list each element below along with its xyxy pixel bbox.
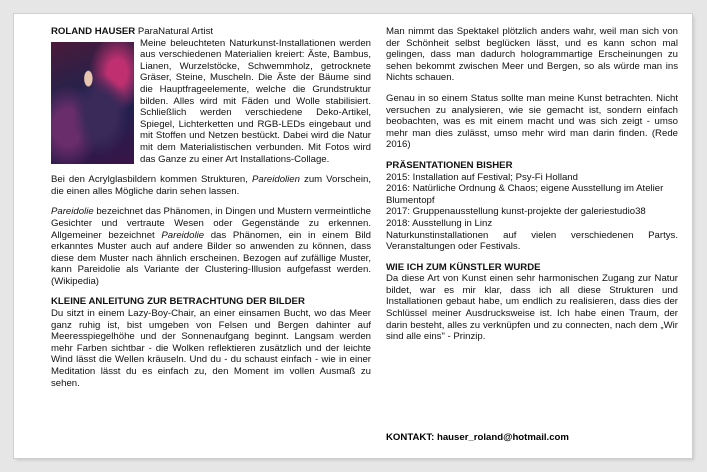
pareidolie-text-1: bezeichnet das Phänomen, in Dingen und Mustern vermeintliche Gesichter und vertraute Wesen oder Gegenstände zu erkennen. Allgemeiner bezeichnet xyxy=(51,206,371,241)
presentation-item: 2016: Natürliche Ordnung & Chaos; eigene Ausstellung im Atelier Blumentopf xyxy=(386,183,664,206)
right-paragraph-1: Man nimmt das Spektakel plötzlich anders wahr, weil man sich von der Schönheit selbst beglücken lässt, und es kann schon mal gelingen, dass man dadurch hologrammartige Erscheinungen zu sehen bekommt zwischen Meer und Bergen, so als würde man ins Nichts schauen. xyxy=(386,26,678,84)
presentation-item: 2018: Ausstellung in Linz xyxy=(386,217,493,229)
right-paragraph-2: Genau in so einem Status sollte man meine Kunst betrachten. Nicht versuchen zu analysieren, wie sie gemacht ist, sondern einfach beobachten, was es mit einem macht und was sich zeigt - umso mehr man dies zulässt, umso mehr wird man darin finden. (Rede 2016) xyxy=(386,92,678,151)
document-page xyxy=(14,14,692,458)
contact-line: KONTAKT: hauser_roland@hotmail.com xyxy=(386,432,569,443)
presentation-item: 2015: Installation auf Festival; Psy-Fi Holland xyxy=(386,171,578,183)
right-column xyxy=(386,26,678,352)
presentations-heading: PRÄSENTATIONEN BISHER xyxy=(386,159,513,171)
pareidolie-term-1: Pareidolie xyxy=(51,206,94,218)
pareidolie-term-2: Pareidolie xyxy=(161,229,205,241)
acryl-text-before: Bei den Acrylglasbildern kommen Strukturen, xyxy=(51,174,252,186)
artist-story-heading: WIE ICH ZUM KÜNSTLER WURDE xyxy=(386,261,541,273)
intro-paragraph: Meine beleuchteten Naturkunst-Installationen werden aus verschiedenen Materialien kreiert: Äste, Bambus, Lianen, Wurzelstöcke, Schwemmholz, getrocknete Gräser, Steine, Muscheln. Die Äste der Bäume sind die Hauptfrageelemente, welche die Grundstruktur bilden. Alles wird mit Fäden und Wolle stabilisiert. Schließlich werden verschiedene Deko-Artikel, Spiegel, Lichterketten und RGB-LEDs eingebaut und mit Stoffen und Netzen bestückt. Dabei wird die Natur mit dem Materialistischen verbunden. Mit Fotos wird das Ganze zu einer Art Installations-Collage. xyxy=(140,37,371,165)
artist-header xyxy=(51,26,371,38)
acryl-term: Pareidolien xyxy=(251,174,300,186)
presentation-item: Naturkunstinstallationen auf vielen verschiedenen Partys. Veranstaltungen oder Festivals. xyxy=(386,229,678,253)
artist-photo xyxy=(51,42,134,164)
pareidolie-paragraph xyxy=(51,206,371,287)
pareidolie-text-2: das Phänomen, ein in einem Bild erkanntes Muster auch auf andere Bilder so anwenden zu können, dass diese dem Muster nach ähnlich erscheinen. Bezogen auf zufällige Muster, kann Pareidolie als Variante der Clustering-Illusion aufgefasst werden. (Wikipedia) xyxy=(51,229,371,287)
acryl-paragraph xyxy=(51,174,371,197)
presentations-list xyxy=(386,172,678,253)
artist-story-paragraph: Da diese Art von Kunst einen sehr harmonischen Zugang zur Natur bildet, war es mir klar, dass ich all diese Strukturen und Installationen gebaut habe, um endlich zu realisieren, dass dies der Schlüssel meiner Ausdrucksweise ist. Ich habe einen Traum, der darin besteht, alles zu verknüpfen und zu connecten, nach dem „Wir sind alle eins" - Prinzip. xyxy=(386,273,678,343)
artist-title: ParaNatural Artist xyxy=(137,26,214,37)
artist-name: ROLAND HAUSER xyxy=(51,26,136,37)
guide-heading: KLEINE ANLEITUNG ZUR BETRACHTUNG DER BILDER xyxy=(51,296,305,308)
acryl-text-after: zum Vorschein, die einen alles Mögliche darin sehen lassen. xyxy=(51,174,371,197)
presentation-item: 2017: Gruppenausstellung kunst-projekte der galeriestudio38 xyxy=(386,206,646,218)
left-column xyxy=(51,26,371,398)
guide-paragraph: Du sitzt in einem Lazy-Boy-Chair, an einer einsamen Bucht, wo das Meer ganz ruhig ist, bist umgeben von Felsen und Bergen dahinter auf Meeresspiegelhöhe und der Sonnenaufgang beginnt. Langsam werden mehr Farben sichtbar - die Wolken reflektieren zusätzlich und der leichte Wind lässt die Wellen kräuseln. Und du - du schaust einfach - wie in einer Meditation lässt du es einfach zu, den Moment im vollen Ausmaß zu sehen. xyxy=(51,308,371,389)
